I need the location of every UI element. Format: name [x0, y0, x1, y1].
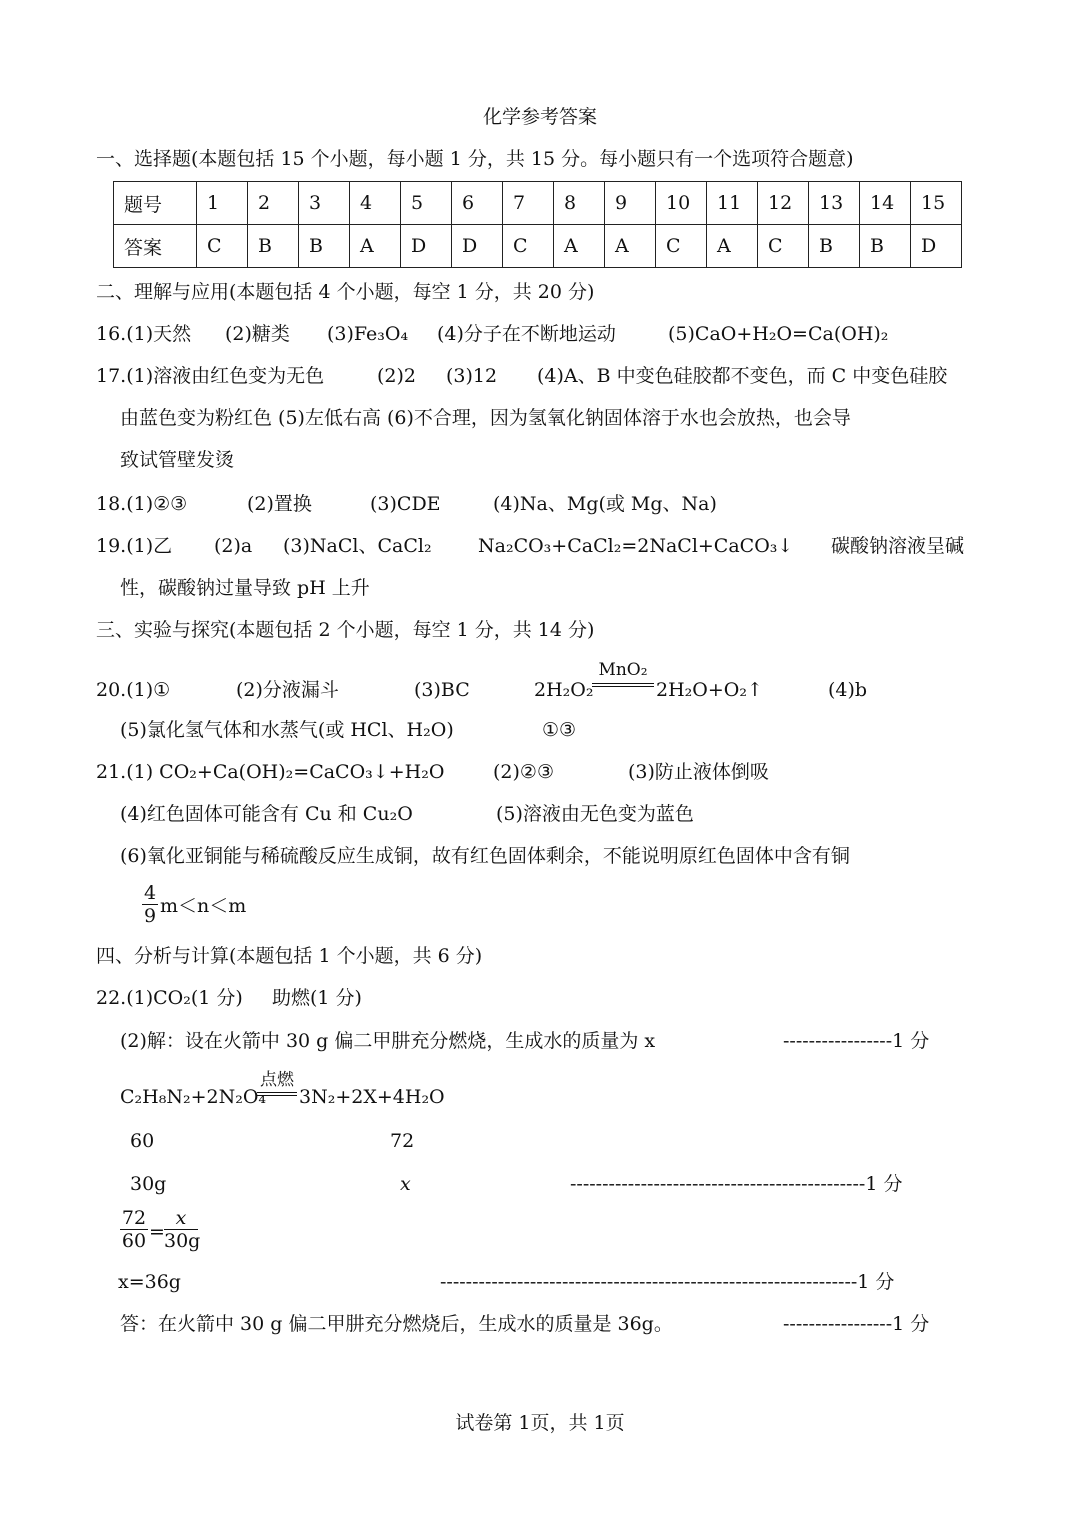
table-row-answers: [114, 225, 962, 268]
answer-cell: B: [299, 225, 350, 268]
q20-eq-condition: MnO₂: [598, 660, 648, 680]
q21-part4: (4)红色固体可能含有 Cu 和 Cu₂O: [120, 803, 413, 825]
q21-part5: (5)溶液由无色变为蓝色: [496, 803, 694, 825]
row-label-answer: 答案: [114, 225, 197, 268]
page-footer: 试卷第 1页，共 1页: [455, 1412, 625, 1434]
section-4-heading: 四、分析与计算(本题包括 1 个小题，共 6 分): [96, 945, 483, 967]
q20-part1: 20.(1)①: [96, 679, 171, 701]
q22-part1: 22.(1)CO₂(1 分): [96, 987, 243, 1009]
section-3-heading: 三、实验与探究(本题包括 2 个小题，每空 1 分，共 14 分): [96, 619, 595, 641]
q22-eq-left: C₂H₈N₂+2N₂O₄: [120, 1086, 267, 1108]
q22-result: x=36g: [118, 1271, 181, 1293]
answer-cell: C: [503, 225, 554, 268]
question-number-cell: 2: [248, 182, 299, 225]
q20-eq-right: 2H₂O+O₂↑: [656, 679, 763, 701]
q16-part5: (5)CaO+H₂O=Ca(OH)₂: [668, 323, 889, 345]
page-title: 化学参考答案: [482, 106, 597, 128]
q22-part1b: 助燃(1 分): [272, 987, 362, 1009]
question-number-cell: 5: [401, 182, 452, 225]
q20-part4: (4)b: [828, 679, 868, 701]
answer-table: [113, 181, 962, 268]
q22-fraction-2: [164, 1207, 201, 1252]
answer-cell: D: [452, 225, 503, 268]
q22-eq-condition: 点燃: [260, 1070, 294, 1090]
q17-line2: 由蓝色变为粉红色 (5)左低右高 (6)不合理，因为氢氧化钠固体溶于水也会放热，也会导: [120, 407, 851, 429]
q17-part2: (2)2: [377, 365, 417, 387]
answer-cell: C: [758, 225, 809, 268]
q21-fraction-denominator: 9: [143, 905, 157, 927]
q22-score-3: -----------------------------------------------------------------1 分: [440, 1271, 895, 1293]
table-row-numbers: [114, 182, 962, 225]
q21-fraction-numerator: 4: [143, 882, 157, 904]
question-number-cell: 14: [860, 182, 911, 225]
q19-part4: 碳酸钠溶液呈碱: [831, 535, 965, 557]
q20-eq-left: 2H₂O₂: [534, 679, 594, 701]
question-number-cell: 15: [911, 182, 962, 225]
q19-part2: (2)a: [214, 535, 253, 557]
q18-part4: (4)Na、Mg(或 Mg、Na): [493, 493, 717, 515]
q20-part3: (3)BC: [414, 679, 470, 701]
q22-eq-arrow: [257, 1071, 297, 1096]
q22-fraction-1: [120, 1207, 148, 1252]
q22-fraction-1-denominator: 60: [121, 1230, 147, 1252]
question-number-cell: 3: [299, 182, 350, 225]
q22-fraction-1-numerator: 72: [121, 1207, 147, 1229]
q22-score-1: -----------------1 分: [783, 1030, 930, 1052]
q21-fraction: [142, 882, 158, 927]
section-1-heading: 一、选择题(本题包括 15 个小题，每小题 1 分，共 15 分。每小题只有一个选项符合题意): [96, 148, 854, 170]
q21-part2: (2)②③: [493, 761, 554, 783]
q20-part5-answer: ①③: [542, 719, 577, 741]
q18-part2: (2)置换: [247, 493, 312, 515]
question-number-cell: 9: [605, 182, 656, 225]
question-number-cell: 6: [452, 182, 503, 225]
q16-part1: 16.(1)天然: [96, 323, 192, 345]
row-label-number: 题号: [114, 182, 197, 225]
q17-part3: (3)12: [446, 365, 498, 387]
q22-molar-mass-1: 60: [130, 1130, 155, 1152]
q22-score-2: ----------------------------------------------1 分: [570, 1173, 903, 1195]
answer-cell: A: [350, 225, 401, 268]
answer-cell: C: [197, 225, 248, 268]
q18-part1: 18.(1)②③: [96, 493, 188, 515]
answer-cell: B: [860, 225, 911, 268]
q19-line2: 性，碳酸钠过量导致 pH 上升: [120, 577, 370, 599]
question-number-cell: 12: [758, 182, 809, 225]
q17-line3: 致试管壁发烫: [120, 449, 235, 471]
question-number-cell: 11: [707, 182, 758, 225]
q16-part4: (4)分子在不断地运动: [437, 323, 616, 345]
question-number-cell: 8: [554, 182, 605, 225]
q21-part1: 21.(1) CO₂+Ca(OH)₂=CaCO₃↓+H₂O: [96, 761, 445, 783]
q22-answer: 答：在火箭中 30 g 偏二甲肼充分燃烧后，生成水的质量是 36g。: [120, 1313, 673, 1335]
q21-part3: (3)防止液体倒吸: [628, 761, 769, 783]
answer-cell: A: [554, 225, 605, 268]
q19-equation: Na₂CO₃+CaCl₂=2NaCl+CaCO₃↓: [478, 535, 794, 557]
q22-molar-mass-2: 72: [390, 1130, 415, 1152]
question-number-cell: 13: [809, 182, 860, 225]
q19-part3: (3)NaCl、CaCl₂: [283, 535, 432, 557]
q22-equals-sign: =: [149, 1221, 165, 1243]
q22-fraction-2-denominator: 30g: [164, 1230, 201, 1252]
q18-part3: (3)CDE: [370, 493, 441, 515]
q21-inequality: m＜n＜m: [160, 895, 247, 917]
q22-unknown: x: [400, 1173, 411, 1195]
q20-part2: (2)分液漏斗: [236, 679, 339, 701]
question-number-cell: 7: [503, 182, 554, 225]
q20-part5: (5)氯化氢气体和水蒸气(或 HCl、H₂O): [120, 719, 454, 741]
answer-cell: B: [248, 225, 299, 268]
question-number-cell: 4: [350, 182, 401, 225]
q22-fraction-2-numerator: x: [175, 1207, 187, 1229]
q16-part3: (3)Fe₃O₄: [327, 323, 409, 345]
section-2-heading: 二、理解与应用(本题包括 4 个小题，每空 1 分，共 20 分): [96, 281, 595, 303]
question-number-cell: 10: [656, 182, 707, 225]
answer-cell: D: [911, 225, 962, 268]
q20-eq-arrow: [592, 661, 654, 687]
question-number-cell: 1: [197, 182, 248, 225]
q22-eq-right: 3N₂+2X+4H₂O: [299, 1086, 445, 1108]
q22-given-mass: 30g: [130, 1173, 167, 1195]
answer-cell: B: [809, 225, 860, 268]
q21-part6: (6)氧化亚铜能与稀硫酸反应生成铜，故有红色固体剩余，不能说明原红色固体中含有铜: [120, 845, 850, 867]
answer-cell: C: [656, 225, 707, 268]
answer-cell: D: [401, 225, 452, 268]
q17-part1: 17.(1)溶液由红色变为无色: [96, 365, 325, 387]
q22-score-4: -----------------1 分: [783, 1313, 930, 1335]
q19-part1: 19.(1)乙: [96, 535, 173, 557]
answer-cell: A: [605, 225, 656, 268]
q16-part2: (2)糖类: [225, 323, 290, 345]
answer-cell: A: [707, 225, 758, 268]
q17-part4: (4)A、B 中变色硅胶都不变色，而 C 中变色硅胶: [537, 365, 948, 387]
q22-solution-setup: (2)解：设在火箭中 30 g 偏二甲肼充分燃烧，生成水的质量为 x: [120, 1030, 656, 1052]
